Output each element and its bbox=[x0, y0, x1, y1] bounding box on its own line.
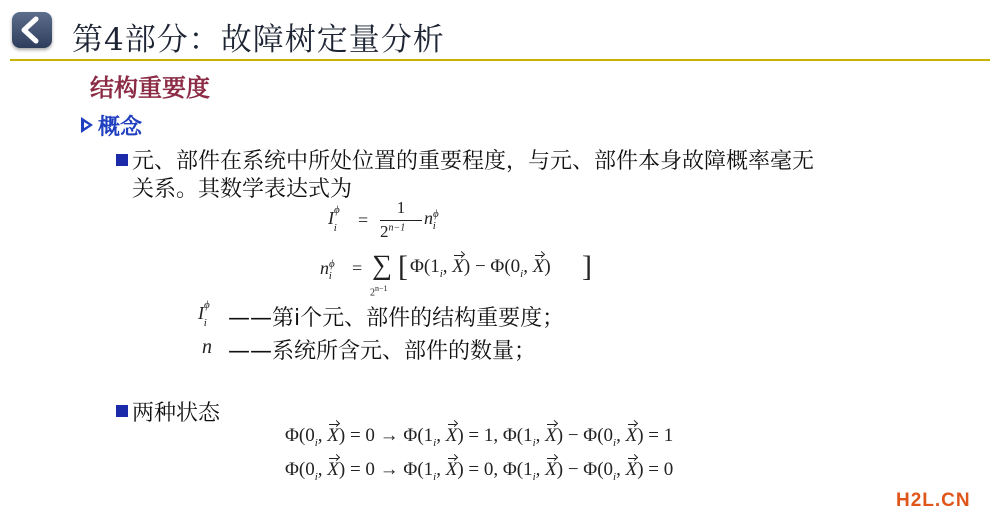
formula-count: $n^\phi_i$ = ∑ $2^{n-1}$ [ $\Phi(1_i$, $X) - \Phi(0_i$, X) ] bbox=[320, 250, 592, 299]
section-heading: 结构重要度 bbox=[90, 74, 210, 102]
definition-i-row bbox=[198, 301, 618, 331]
bullet2-label: 两种状态 bbox=[132, 401, 221, 426]
symbol-n: n bbox=[202, 336, 212, 358]
definition-n-row bbox=[202, 334, 622, 364]
back-arrow-icon[interactable] bbox=[12, 12, 52, 48]
arrow-bullet-icon bbox=[80, 116, 94, 134]
definition-i-text: ——第i个元、部件的结构重要度； bbox=[228, 306, 565, 331]
formula-importance: $I^\phi_i$ = 1 $2^{n-1}$ $n^\phi_i$ bbox=[328, 198, 439, 241]
bullet-square-icon bbox=[116, 154, 128, 166]
title-rule bbox=[10, 59, 990, 61]
header-bar bbox=[0, 0, 1000, 62]
bullet-square-icon bbox=[116, 405, 128, 417]
bullet1-line2: 关系。其数学表达式为 bbox=[132, 177, 353, 202]
watermark: H2L.CN bbox=[896, 490, 971, 511]
state-formula-2: $\Phi(0_i$, $X) = 0 \to \Phi(1_i$, X) = 0, $\Phi(1_i$, $X) - \Phi(0_i$, X) = 0 bbox=[285, 459, 674, 483]
symbol-importance: $I^\phi_i$ bbox=[198, 299, 210, 329]
concept-label: 概念 bbox=[98, 115, 143, 140]
definition-n-text: ——系统所含元、部件的数量； bbox=[228, 339, 537, 364]
bullet1-line1: 元、部件在系统中所处位置的重要程度，与元、部件本身故障概率毫无 bbox=[132, 149, 815, 174]
state-formula-1: $\Phi(0_i$, $X) = 0 \to \Phi(1_i$, X) = 1, $\Phi(1_i$, $X) - \Phi(0_i$, X) = 1 bbox=[285, 425, 674, 449]
page-title: 第4部分：故障树定量分析 bbox=[72, 22, 445, 58]
